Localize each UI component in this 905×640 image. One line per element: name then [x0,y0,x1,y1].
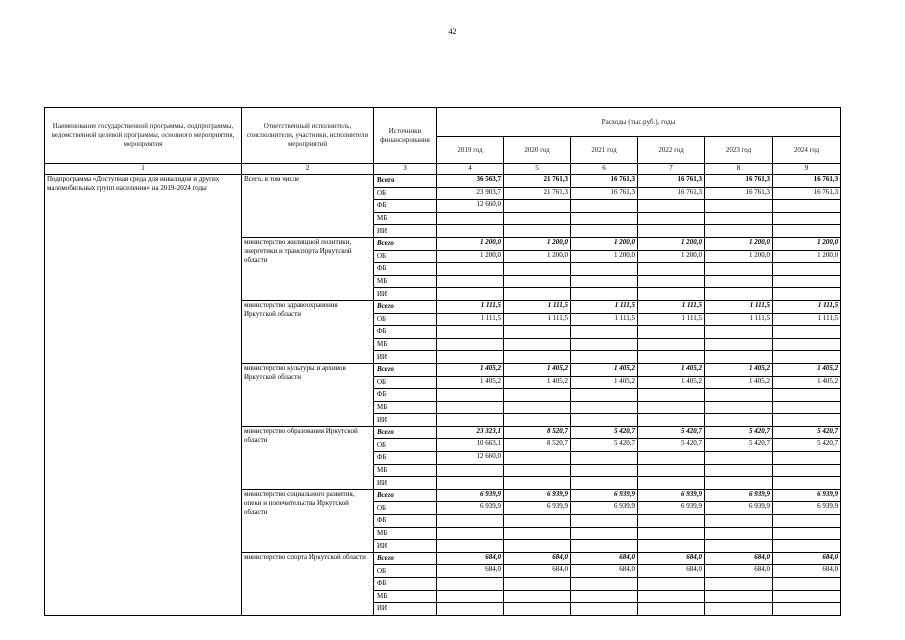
amount-cell: 1 200,0 [773,250,841,263]
source-cell: ИИ [374,540,437,553]
amount-cell: 6 939,9 [705,502,773,515]
header-source: Источники финансирования [374,108,437,164]
source-cell: Всего [374,237,437,250]
source-cell: ОБ [374,502,437,515]
amount-cell [705,477,773,490]
header-year: 2021 год [571,137,638,164]
amount-cell: 1 405,2 [571,363,638,376]
amount-cell: 684,0 [773,552,841,565]
amount-cell [571,225,638,238]
header-year: 2024 год [773,137,841,164]
amount-cell: 1 405,2 [705,363,773,376]
amount-cell [437,578,504,591]
amount-cell: 21 761,3 [504,175,571,188]
source-cell: ОБ [374,565,437,578]
amount-cell [705,464,773,477]
amount-cell [638,515,705,528]
amount-cell [773,452,841,465]
source-cell: ИИ [374,603,437,616]
amount-cell: 684,0 [638,565,705,578]
amount-cell [571,401,638,414]
header-year: 2022 год [638,137,705,164]
amount-cell [437,603,504,616]
amount-cell [638,527,705,540]
source-cell: МБ [374,275,437,288]
amount-cell [504,401,571,414]
program-name: Подпрограмма «Доступная среда для инвалидов и других маломобильных групп населения» на 2019-2024 годы [45,175,242,616]
amount-cell: 12 660,0 [437,452,504,465]
amount-cell [705,326,773,339]
amount-cell: 684,0 [437,565,504,578]
amount-cell [638,590,705,603]
amount-cell [638,326,705,339]
amount-cell [773,464,841,477]
source-cell: ИИ [374,288,437,301]
source-cell: МБ [374,401,437,414]
source-cell: МБ [374,527,437,540]
source-cell: Всего [374,300,437,313]
column-index: 8 [705,164,773,175]
amount-cell [504,464,571,477]
amount-cell [773,351,841,364]
executor-cell: министерство образования Иркутской области [242,426,374,489]
amount-cell: 6 939,9 [773,502,841,515]
amount-cell [638,200,705,213]
amount-cell: 1 111,5 [705,313,773,326]
header-name: Наименование государственной программы, подпрограммы, ведомственной целевой программы, основного мероприятия, мероприятия [45,108,242,164]
amount-cell [705,515,773,528]
amount-cell [437,527,504,540]
amount-cell: 1 111,5 [437,300,504,313]
amount-cell [773,389,841,402]
amount-cell: 684,0 [571,552,638,565]
amount-cell: 5 420,7 [571,426,638,439]
amount-cell: 5 420,7 [705,439,773,452]
source-cell: ФБ [374,578,437,591]
amount-cell [638,212,705,225]
amount-cell [571,288,638,301]
amount-cell [437,225,504,238]
amount-cell [773,540,841,553]
amount-cell: 1 200,0 [638,237,705,250]
amount-cell: 684,0 [437,552,504,565]
source-cell: МБ [374,338,437,351]
amount-cell [638,603,705,616]
amount-cell: 1 111,5 [504,300,571,313]
amount-cell [773,477,841,490]
amount-cell [638,275,705,288]
amount-cell [504,225,571,238]
amount-cell: 16 761,3 [571,175,638,188]
amount-cell: 16 761,3 [773,187,841,200]
amount-cell [773,326,841,339]
amount-cell [638,288,705,301]
amount-cell [638,464,705,477]
amount-cell [571,515,638,528]
amount-cell [571,338,638,351]
source-cell: ИИ [374,414,437,427]
amount-cell: 8 520,7 [504,439,571,452]
amount-cell [705,452,773,465]
amount-cell [773,200,841,213]
amount-cell [705,401,773,414]
amount-cell [705,200,773,213]
amount-cell: 1 200,0 [705,250,773,263]
amount-cell: 23 323,1 [437,426,504,439]
amount-cell [437,212,504,225]
amount-cell: 16 761,3 [705,187,773,200]
amount-cell: 1 405,2 [437,376,504,389]
amount-cell [638,351,705,364]
table-row [45,175,841,188]
source-cell: ИИ [374,351,437,364]
amount-cell [773,603,841,616]
amount-cell [504,527,571,540]
source-cell: ОБ [374,313,437,326]
amount-cell: 1 111,5 [638,313,705,326]
column-index-row [45,164,841,175]
amount-cell: 36 563,7 [437,175,504,188]
amount-cell [638,401,705,414]
amount-cell: 1 405,2 [638,376,705,389]
amount-cell: 684,0 [705,552,773,565]
amount-cell [571,212,638,225]
amount-cell [437,275,504,288]
amount-cell [571,464,638,477]
amount-cell [705,414,773,427]
amount-cell: 1 111,5 [571,300,638,313]
source-cell: Всего [374,175,437,188]
header-year: 2020 год [504,137,571,164]
amount-cell: 16 761,3 [773,175,841,188]
amount-cell: 684,0 [773,565,841,578]
amount-cell [638,338,705,351]
amount-cell [504,540,571,553]
amount-cell: 5 420,7 [571,439,638,452]
amount-cell [504,389,571,402]
amount-cell [705,603,773,616]
amount-cell [504,590,571,603]
amount-cell [773,288,841,301]
source-cell: ОБ [374,376,437,389]
source-cell: ИИ [374,477,437,490]
amount-cell: 5 420,7 [638,426,705,439]
amount-cell: 684,0 [705,565,773,578]
column-index: 9 [773,164,841,175]
amount-cell [504,200,571,213]
amount-cell [638,452,705,465]
amount-cell: 1 200,0 [571,237,638,250]
amount-cell [571,263,638,276]
amount-cell [705,288,773,301]
header-year: 2019 год [437,137,504,164]
amount-cell [705,351,773,364]
amount-cell: 16 761,3 [705,175,773,188]
amount-cell: 684,0 [504,565,571,578]
column-index: 6 [571,164,638,175]
source-cell: Всего [374,426,437,439]
source-cell: ФБ [374,263,437,276]
amount-cell [437,338,504,351]
amount-cell: 6 939,9 [571,489,638,502]
amount-cell: 16 761,3 [571,187,638,200]
amount-cell [638,578,705,591]
amount-cell [571,452,638,465]
amount-cell [504,578,571,591]
executor-cell: министерство культуры и архивов Иркутской области [242,363,374,426]
amount-cell [571,540,638,553]
amount-cell: 21 761,3 [504,187,571,200]
amount-cell [504,515,571,528]
amount-cell [504,326,571,339]
column-index: 1 [45,164,242,175]
amount-cell: 1 200,0 [638,250,705,263]
amount-cell [437,401,504,414]
amount-cell [705,527,773,540]
amount-cell [437,515,504,528]
amount-cell [504,452,571,465]
amount-cell [504,275,571,288]
amount-cell: 5 420,7 [705,426,773,439]
amount-cell [571,275,638,288]
amount-cell: 1 200,0 [504,237,571,250]
amount-cell [571,200,638,213]
amount-cell [773,212,841,225]
amount-cell [437,326,504,339]
amount-cell: 6 939,9 [504,502,571,515]
amount-cell [773,590,841,603]
amount-cell: 1 200,0 [504,250,571,263]
amount-cell [773,263,841,276]
amount-cell [773,401,841,414]
amount-cell: 1 111,5 [638,300,705,313]
amount-cell [437,464,504,477]
amount-cell [437,288,504,301]
executor-cell: Всего, в том числе [242,175,374,238]
amount-cell [773,225,841,238]
amount-cell: 8 520,7 [504,426,571,439]
header-expenses: Расходы (тыс.руб.), годы [437,108,841,137]
amount-cell [638,225,705,238]
source-cell: ФБ [374,452,437,465]
amount-cell [571,603,638,616]
amount-cell [773,338,841,351]
amount-cell [437,351,504,364]
amount-cell [571,414,638,427]
amount-cell [437,389,504,402]
amount-cell [705,590,773,603]
source-cell: ФБ [374,326,437,339]
amount-cell [705,275,773,288]
executor-cell: министерство спорта Иркутской области [242,552,374,615]
amount-cell [437,540,504,553]
amount-cell: 1 405,2 [705,376,773,389]
amount-cell [571,590,638,603]
amount-cell [571,326,638,339]
amount-cell: 16 761,3 [638,175,705,188]
amount-cell [773,578,841,591]
source-cell: Всего [374,363,437,376]
amount-cell [571,351,638,364]
amount-cell: 5 420,7 [773,426,841,439]
amount-cell: 1 111,5 [705,300,773,313]
amount-cell: 684,0 [504,552,571,565]
amount-cell: 6 939,9 [705,489,773,502]
amount-cell [638,263,705,276]
amount-cell: 1 200,0 [437,250,504,263]
amount-cell: 6 939,9 [571,502,638,515]
source-cell: ИИ [374,225,437,238]
amount-cell [705,225,773,238]
amount-cell [773,527,841,540]
column-index: 7 [638,164,705,175]
amount-cell [705,263,773,276]
amount-cell [705,338,773,351]
amount-cell [437,414,504,427]
amount-cell [773,414,841,427]
source-cell: ОБ [374,187,437,200]
amount-cell [571,578,638,591]
executor-cell: министерство социального развития, опеки и попечительства Иркутской области [242,489,374,552]
amount-cell: 684,0 [638,552,705,565]
amount-cell [504,263,571,276]
amount-cell [705,578,773,591]
amount-cell [638,540,705,553]
amount-cell: 684,0 [571,565,638,578]
amount-cell [571,477,638,490]
amount-cell: 6 939,9 [638,502,705,515]
amount-cell [437,477,504,490]
amount-cell: 1 200,0 [705,237,773,250]
column-index: 4 [437,164,504,175]
amount-cell: 1 111,5 [437,313,504,326]
amount-cell: 1 200,0 [571,250,638,263]
amount-cell: 1 405,2 [638,363,705,376]
amount-cell [773,515,841,528]
column-index: 2 [242,164,374,175]
amount-cell: 6 939,9 [638,489,705,502]
amount-cell [504,477,571,490]
amount-cell: 1 405,2 [773,363,841,376]
amount-cell [638,389,705,402]
amount-cell: 1 405,2 [571,376,638,389]
column-index: 3 [374,164,437,175]
amount-cell: 16 761,3 [638,187,705,200]
amount-cell: 10 663,1 [437,439,504,452]
amount-cell: 1 405,2 [504,376,571,389]
source-cell: МБ [374,212,437,225]
source-cell: ФБ [374,389,437,402]
amount-cell: 1 405,2 [773,376,841,389]
amount-cell [705,540,773,553]
amount-cell: 1 405,2 [504,363,571,376]
executor-cell: министерство жилищной политики, энергетики и транспорта Иркутской области [242,237,374,300]
amount-cell [705,389,773,402]
amount-cell [504,351,571,364]
amount-cell [638,414,705,427]
source-cell: Всего [374,552,437,565]
source-cell: ОБ [374,439,437,452]
source-cell: ФБ [374,200,437,213]
page-number: 42 [448,27,457,36]
amount-cell [638,477,705,490]
amount-cell [437,263,504,276]
header-year: 2023 год [705,137,773,164]
column-index: 5 [504,164,571,175]
amount-cell: 1 200,0 [773,237,841,250]
source-cell: ФБ [374,515,437,528]
amount-cell [773,275,841,288]
amount-cell: 1 405,2 [437,363,504,376]
amount-cell: 1 200,0 [437,237,504,250]
amount-cell [571,527,638,540]
amount-cell: 6 939,9 [504,489,571,502]
amount-cell: 1 111,5 [773,300,841,313]
source-cell: Всего [374,489,437,502]
amount-cell: 12 660,0 [437,200,504,213]
amount-cell: 5 420,7 [773,439,841,452]
amount-cell [571,389,638,402]
amount-cell: 6 939,9 [773,489,841,502]
amount-cell [504,338,571,351]
header-executor: Ответственный исполнитель, соисполнители, участники, исполнители мероприятий [242,108,374,164]
executor-cell: министерство здравоохранения Иркутской области [242,300,374,363]
amount-cell [705,212,773,225]
amount-cell [504,212,571,225]
amount-cell [504,414,571,427]
amount-cell: 1 111,5 [773,313,841,326]
amount-cell [504,603,571,616]
amount-cell: 6 939,9 [437,489,504,502]
source-cell: МБ [374,590,437,603]
amount-cell: 6 939,9 [437,502,504,515]
amount-cell: 1 111,5 [504,313,571,326]
source-cell: МБ [374,464,437,477]
source-cell: ОБ [374,250,437,263]
amount-cell: 5 420,7 [638,439,705,452]
amount-cell: 1 111,5 [571,313,638,326]
budget-table [44,107,841,616]
amount-cell [437,590,504,603]
amount-cell [504,288,571,301]
amount-cell: 23 903,7 [437,187,504,200]
